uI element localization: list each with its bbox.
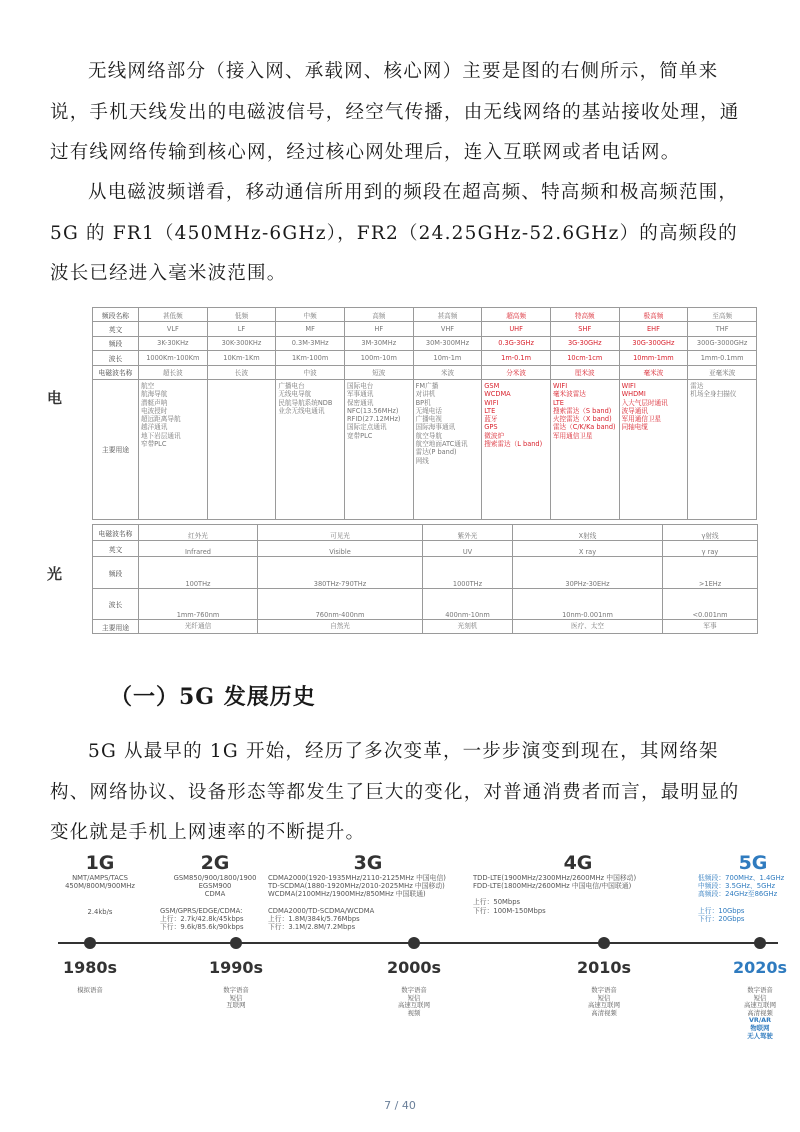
- table-cell: 中频: [276, 308, 345, 322]
- table-cell: 100THz: [139, 557, 258, 589]
- generation-frequencies: CDMA2000(1920-1935MHz/2110-2125MHz 中国电信) TD-SCDMA(1880-1920MHz/2010-2025MHz 中国移动) WCDMA(2100MHz/1900MHz/850MHz 中国联通): [268, 874, 446, 899]
- use-item: 机场全身扫描仪: [690, 390, 737, 399]
- table-cell: 超长波: [139, 365, 208, 379]
- table-cell: HF: [344, 322, 413, 336]
- use-item: 军用通信卫星: [552, 431, 593, 440]
- use-item: 互联网: [226, 1001, 246, 1010]
- use-item: 高速互联网: [588, 1001, 620, 1010]
- use-item: 雷达: [690, 381, 704, 390]
- generation-uses: [40, 987, 140, 995]
- use-item: 网线: [415, 456, 429, 465]
- use-item: 同轴电缆: [621, 423, 648, 432]
- table-cell: 400nm-10nm: [423, 589, 513, 620]
- use-item: 数字语音: [401, 986, 427, 994]
- table-cell: 长波: [207, 365, 276, 379]
- use-item: 高清视频: [591, 1008, 617, 1017]
- paragraph-spectrum: [50, 173, 750, 295]
- use-item: VR/AR: [748, 1016, 772, 1025]
- paragraph-wireless-network: [50, 52, 750, 174]
- use-item: 航空: [141, 381, 155, 390]
- use-item: 无绳电话: [415, 406, 442, 415]
- table-cell: 医疗、太空: [513, 620, 663, 634]
- generation-title: 3G: [353, 852, 383, 874]
- em-table-row: [93, 308, 757, 322]
- generation-speed: 上行：10Gbps 下行：20Gbps: [698, 906, 745, 923]
- generation-frequencies: TDD-LTE(1900MHz/2300MHz/2600MHz 中国移动) FDD-LTE(1800MHz/2600MHz 中国电信/中国联通): [473, 874, 637, 891]
- table-cell: 红外光: [139, 525, 258, 541]
- use-item: 火控雷达（X band): [552, 415, 612, 424]
- use-item: 军事通讯: [346, 390, 374, 399]
- use-item: 数字语音: [591, 986, 617, 994]
- table-cell: γ ray: [663, 541, 758, 557]
- table-cell: 甚高频: [413, 308, 482, 322]
- row-header: 英文: [93, 541, 139, 557]
- uses-cell: [550, 379, 619, 519]
- em-table-row: [93, 351, 757, 365]
- use-item: 毫米波雷达: [552, 390, 586, 399]
- row-header: 英文: [93, 322, 139, 336]
- table-cell: 0.3G-3GHz: [482, 336, 551, 350]
- table-cell: 极高频: [619, 308, 688, 322]
- use-item: 航空地面ATC通讯: [415, 440, 468, 449]
- table-cell: 亚毫米波: [688, 365, 757, 379]
- table-cell: 3M-30MHz: [344, 336, 413, 350]
- table-cell: Infrared: [139, 541, 258, 557]
- em-table-row: [93, 322, 757, 336]
- use-item: 广播电视: [415, 415, 442, 424]
- use-item: 越洋通讯: [141, 423, 168, 432]
- use-item: 地下岩层通讯: [141, 431, 181, 440]
- table-cell: 100m-10m: [344, 351, 413, 365]
- use-item: 物联网: [750, 1023, 770, 1032]
- use-item: 业余无线电通讯: [278, 406, 325, 415]
- generation-2g: [160, 852, 270, 931]
- table-cell: 自然光: [258, 620, 423, 634]
- use-item: 高速互联网: [744, 1001, 776, 1010]
- row-header: 电磁波名称: [93, 365, 139, 379]
- uses-cell: [482, 379, 551, 519]
- table-cell: 光刻机: [423, 620, 513, 634]
- generation-uses: [554, 987, 654, 1017]
- use-item: GSM: [484, 381, 500, 390]
- page-number: 7 / 40: [384, 1099, 416, 1112]
- use-item: 窄带PLC: [141, 440, 167, 449]
- light-spectrum-table: [92, 524, 758, 634]
- generation-title: 2G: [200, 852, 230, 874]
- generation-uses: [186, 987, 286, 1010]
- use-item: 雷达（C/K/Ka band): [552, 423, 616, 432]
- table-cell: 低频: [207, 308, 276, 322]
- table-cell: 甚低频: [139, 308, 208, 322]
- table-cell: 1Km-100m: [276, 351, 345, 365]
- use-item: 无人驾驶: [747, 1031, 773, 1040]
- uses-cell: [688, 379, 757, 519]
- use-item: 视频: [407, 1008, 421, 1017]
- table-cell: <0.001nm: [663, 589, 758, 620]
- use-item: 宽带PLC: [346, 431, 373, 440]
- use-item: WIFI: [552, 381, 568, 390]
- generation-title: 5G: [738, 852, 768, 874]
- table-cell: 毫米波: [619, 365, 688, 379]
- generation-frequencies: NMT/AMPS/TACS 450M/800M/900MHz: [65, 874, 135, 891]
- table-cell: 至高频: [688, 308, 757, 322]
- generation-frequencies: GSM850/900/1800/1900 EGSM900 CDMA: [173, 874, 257, 899]
- generation-title: 4G: [563, 852, 593, 874]
- generation-timeline: [58, 852, 788, 1042]
- decade-label: 2000s: [386, 958, 442, 977]
- row-header: 频段名称: [93, 308, 139, 322]
- uses-cell: [619, 379, 688, 519]
- timeline-dot: [598, 937, 610, 949]
- timeline-dot: [754, 937, 766, 949]
- use-item: 高清视频: [747, 1008, 773, 1017]
- table-cell: 10nm-0.001nm: [513, 589, 663, 620]
- use-item: 短信: [597, 993, 611, 1002]
- table-cell: 高频: [344, 308, 413, 322]
- table-cell: 中波: [276, 365, 345, 379]
- use-item: 高速互联网: [398, 1001, 430, 1010]
- table-cell: 分米波: [482, 365, 551, 379]
- decade-label: 1990s: [208, 958, 264, 977]
- generation-5g: [698, 852, 800, 923]
- em-spectrum-table: [92, 307, 757, 520]
- use-item: GPS: [484, 423, 498, 432]
- section-heading: （一）5G 发展历史: [110, 684, 316, 710]
- use-item: 搜索雷达（S band): [552, 406, 612, 415]
- row-header: 频段: [93, 557, 139, 589]
- table-cell: 10m-1m: [413, 351, 482, 365]
- use-item: 国际电台: [346, 381, 374, 390]
- em-table-row: [93, 379, 757, 519]
- row-header: 主要用途: [93, 620, 139, 634]
- table-cell: 380THz-790THz: [258, 557, 423, 589]
- decade-label: 2010s: [576, 958, 632, 977]
- uses-cell: [413, 379, 482, 519]
- uses-cell: [276, 379, 345, 519]
- table-cell: 30M-300MHz: [413, 336, 482, 350]
- table-cell: 30PHz-30EHz: [513, 557, 663, 589]
- table-cell: 光纤通信: [139, 620, 258, 634]
- generation-speed: 上行：50Mbps 下行：100M-150Mbps: [473, 898, 546, 915]
- table-cell: 紫外光: [423, 525, 513, 541]
- table-cell: 特高频: [550, 308, 619, 322]
- table-cell: 厘米波: [550, 365, 619, 379]
- light-table-row: [93, 557, 758, 589]
- table-cell: 超高频: [482, 308, 551, 322]
- use-item: 航海导航: [141, 390, 168, 399]
- use-item: 数字语音: [747, 986, 773, 994]
- use-item: WCDMA: [484, 390, 511, 399]
- use-item: 波导通讯: [621, 406, 648, 415]
- table-cell: 0.3M-3MHz: [276, 336, 345, 350]
- use-item: 入大气层时通讯: [621, 398, 668, 407]
- use-item: 对讲机: [415, 390, 436, 399]
- light-side-label: 光: [47, 565, 63, 583]
- use-item: WIFI: [621, 381, 636, 390]
- table-cell: VHF: [413, 322, 482, 336]
- use-item: FM广播: [415, 381, 439, 390]
- table-cell: 300G-3000GHz: [688, 336, 757, 350]
- use-item: NFC(13.56MHz): [346, 406, 399, 415]
- table-cell: 10cm-1cm: [550, 351, 619, 365]
- uses-cell: [139, 379, 208, 519]
- use-item: 民航导航系统NDB: [278, 398, 333, 407]
- use-item: 数字语音: [223, 986, 249, 994]
- table-cell: 1000Km-100Km: [139, 351, 208, 365]
- table-cell: 1m-0.1m: [482, 351, 551, 365]
- table-cell: 30K-300KHz: [207, 336, 276, 350]
- light-table-row: [93, 589, 758, 620]
- table-cell: EHF: [619, 322, 688, 336]
- table-cell: 1mm-760nm: [139, 589, 258, 620]
- generation-speed: 2.4kb/s: [87, 908, 113, 917]
- use-item: 短信: [407, 993, 421, 1002]
- generation-uses: [364, 987, 464, 1017]
- use-item: 保密通讯: [346, 398, 374, 407]
- use-item: 蓝牙: [484, 415, 498, 424]
- table-cell: VLF: [139, 322, 208, 336]
- table-cell: 3K-30KHz: [139, 336, 208, 350]
- generation-title: 1G: [85, 852, 115, 874]
- decade-label: 1980s: [62, 958, 118, 977]
- table-cell: X ray: [513, 541, 663, 557]
- uses-cell: [344, 379, 413, 519]
- table-cell: LF: [207, 322, 276, 336]
- em-table-row: [93, 336, 757, 350]
- use-item: WHDMI: [621, 390, 646, 399]
- use-item: 潜艇声呐: [141, 398, 168, 407]
- use-item: LTE: [484, 406, 496, 415]
- table-cell: 军事: [663, 620, 758, 634]
- row-header: 电磁波名称: [93, 525, 139, 541]
- table-cell: MF: [276, 322, 345, 336]
- use-item: 雷达(P band): [415, 448, 457, 457]
- light-table-row: [93, 541, 758, 557]
- use-item: 军用通信卫星: [621, 415, 662, 424]
- table-cell: Visible: [258, 541, 423, 557]
- paragraph-5g-history: [50, 732, 750, 854]
- row-header: 主要用途: [93, 379, 139, 519]
- paragraph-text: 5G 从最早的 1G 开始，经历了多次变革，一步步演变到现在，其网络架构、网络协议、设备形态等都发生了巨大的变化，对普通消费者而言，最明显的变化就是手机上网速率的不断提升。: [50, 741, 740, 843]
- table-cell: 760nm-400nm: [258, 589, 423, 620]
- decade-label: 2020s: [732, 958, 788, 977]
- use-item: 无线电导航: [278, 390, 312, 399]
- row-header: 频段: [93, 336, 139, 350]
- table-cell: 米波: [413, 365, 482, 379]
- table-cell: 10mm-1mm: [619, 351, 688, 365]
- light-table-row: [93, 620, 758, 634]
- generation-frequencies: 低频段：700MHz、1.4GHz 中频段：3.5GHz、5GHz 高频段：24GHz至86GHz: [698, 874, 785, 899]
- generation-speed: CDMA2000/TD-SCDMA/WCDMA 上行：1.8M/384k/5.76Mbps 下行：3.1M/2.8M/7.2Mbps: [268, 906, 375, 932]
- generation-4g: [473, 852, 683, 915]
- uses-cell: [207, 379, 276, 519]
- row-header: 波长: [93, 589, 139, 620]
- table-cell: 1mm-0.1mm: [688, 351, 757, 365]
- generation-speed: GSM/GPRS/EDGE/CDMA: 上行：2.7k/42.8k/45kbps 下行：9.6k/85.6k/90kbps: [160, 906, 244, 932]
- generation-3g: [268, 852, 468, 931]
- table-cell: UV: [423, 541, 513, 557]
- generation-1g: [50, 852, 150, 917]
- timeline-dot: [230, 937, 242, 949]
- use-item: 超远距离导航: [141, 415, 181, 424]
- table-cell: 1000THz: [423, 557, 513, 589]
- table-cell: 10Km-1Km: [207, 351, 276, 365]
- use-item: 短信: [753, 993, 767, 1002]
- use-item: WIFI: [484, 398, 499, 407]
- electric-side-label: 电: [47, 389, 63, 407]
- use-item: 国际定点通讯: [346, 423, 387, 432]
- use-item: 短信: [229, 993, 243, 1002]
- table-cell: SHF: [550, 322, 619, 336]
- table-cell: X射线: [513, 525, 663, 541]
- use-item: 航空导航: [415, 431, 442, 440]
- use-item: 国际海事通讯: [415, 423, 456, 432]
- use-item: 微波炉: [484, 431, 505, 440]
- paragraph-text: 无线网络部分（接入网、承载网、核心网）主要是图的右侧所示，简单来说，手机天线发出的电磁波信号，经空气传播，由无线网络的基站接收处理，通过有线网络传输到核心网，经过核心网处理后，连入互联网或者电话网。: [50, 61, 740, 163]
- use-item: LTE: [552, 398, 564, 407]
- row-header: 波长: [93, 351, 139, 365]
- timeline-dot: [84, 937, 96, 949]
- generation-uses: [710, 987, 800, 1040]
- paragraph-text: 从电磁波频谱看，移动通信所用到的频段在超高频、特高频和极高频范围，5G 的 FR1（450MHz-6GHz），FR2（24.25GHz-52.6GHz）的高频段的波长已经进入毫米波范围。: [50, 182, 739, 284]
- table-cell: 3G-30GHz: [550, 336, 619, 350]
- use-item: BP机: [415, 398, 431, 407]
- use-item: RFID(27.12MHz): [346, 415, 401, 424]
- table-cell: γ射线: [663, 525, 758, 541]
- use-item: 搜索雷达（L band): [484, 440, 543, 449]
- em-table-row: [93, 365, 757, 379]
- light-table-row: [93, 525, 758, 541]
- timeline-dot: [408, 937, 420, 949]
- use-item: 模拟语音: [77, 986, 103, 994]
- table-cell: >1EHz: [663, 557, 758, 589]
- table-cell: 短波: [344, 365, 413, 379]
- table-cell: 可见光: [258, 525, 423, 541]
- table-cell: 30G-300GHz: [619, 336, 688, 350]
- use-item: 电波授时: [141, 406, 168, 415]
- table-cell: THF: [688, 322, 757, 336]
- use-item: 广播电台: [278, 381, 305, 390]
- table-cell: UHF: [482, 322, 551, 336]
